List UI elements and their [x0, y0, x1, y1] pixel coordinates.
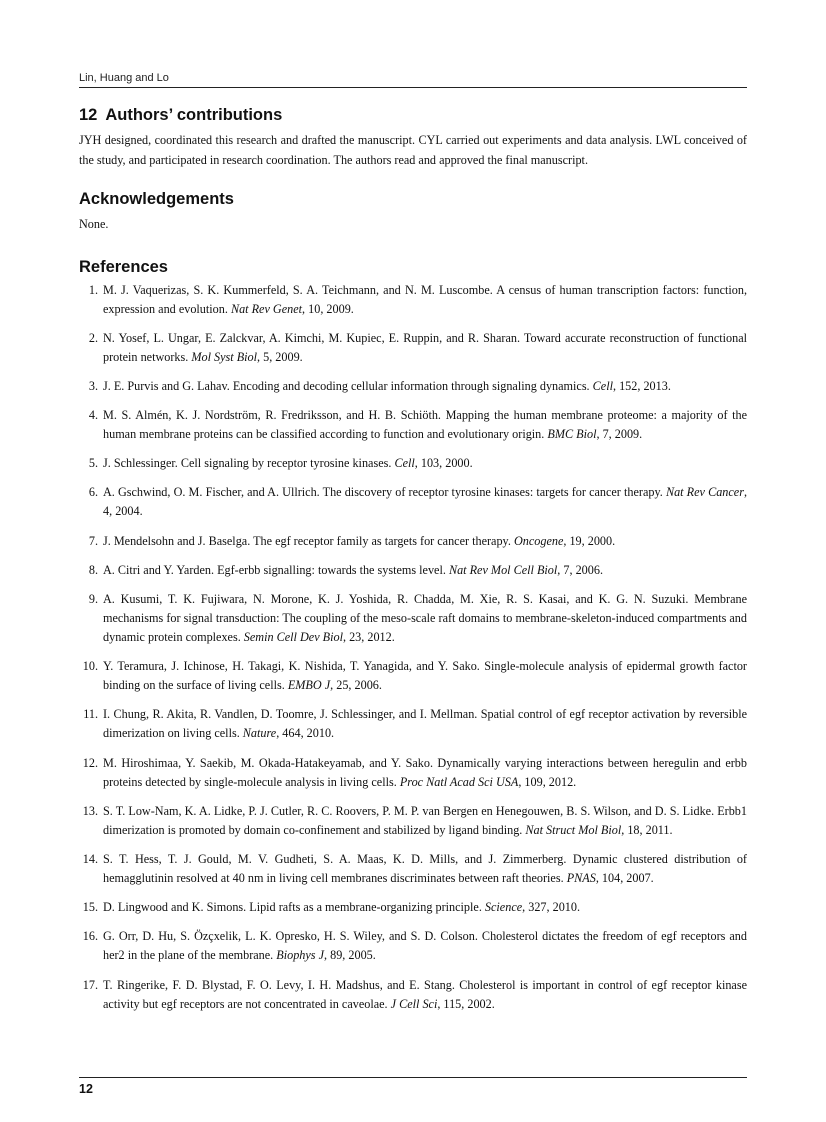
reference-number: 12.	[82, 755, 98, 770]
reference-text: M. S. Almén, K. J. Nordström, R. Fredriksson, and H. B. Schiöth. Mapping the human membrane proteome: a majority of the human membrane proteins can be classified according to function and evolutionary origin.	[103, 408, 747, 442]
reference-item	[79, 590, 747, 647]
reference-text: S. T. Low-Nam, K. A. Lidke, P. J. Cutler, R. C. Roovers, P. M. P. van Bergen en Henegouwen, B. S. Wilson, and D. S. Lidke. Erbb1 dimerization is promoted by domain co-confinement and stabilized by ligand binding.	[103, 803, 747, 837]
reference-volume-year: , 18, 2011.	[621, 822, 673, 837]
acknowledgements-section	[79, 189, 747, 235]
reference-text: J. Mendelsohn and J. Baselga. The egf receptor family as targets for cancer therapy.	[103, 533, 511, 548]
acknowledgements-text: None.	[79, 217, 109, 231]
reference-item	[79, 850, 747, 888]
references-section	[79, 257, 747, 1014]
reference-journal: Cell	[394, 456, 415, 471]
reference-journal: Biophys J	[276, 948, 325, 963]
reference-item	[79, 898, 747, 917]
contributions-text: JYH designed, coordinated this research and drafted the manuscript. CYL carried out experiments and data analysis. LWL conceived of the study, and participated in research coordination. The authors read and approved the final manuscript.	[79, 133, 747, 167]
reference-item	[79, 377, 747, 396]
reference-number: 6.	[88, 485, 98, 500]
reference-journal: Nat Rev Cancer	[665, 485, 744, 500]
reference-number: 14.	[82, 851, 98, 866]
reference-text: Y. Teramura, J. Ichinose, H. Takagi, K. Nishida, T. Yanagida, and Y. Sako. Single-molecule analysis of epidermal growth factor binding on the surface of living cells.	[103, 659, 747, 693]
reference-volume-year: , 4, 2004.	[103, 485, 747, 519]
reference-item	[79, 754, 747, 792]
reference-text: T. Ringerike, F. D. Blystad, F. O. Levy, I. H. Madshus, and E. Stang. Cholesterol is important in control of egf receptor kinase activity but egf receptors are not concentrated in caveolae.	[103, 977, 747, 1011]
reference-journal: Semin Cell Dev Biol	[243, 630, 343, 644]
reference-volume-year: , 89, 2005.	[324, 948, 376, 963]
page-number: 12	[79, 1082, 93, 1096]
reference-volume-year: , 7, 2009.	[596, 427, 643, 442]
reference-journal: Proc Natl Acad Sci USA	[399, 774, 519, 789]
section-number: 12	[79, 106, 98, 124]
reference-item	[79, 483, 747, 521]
acknowledgements-heading: Acknowledgements	[79, 190, 234, 208]
reference-volume-year: , 104, 2007.	[595, 870, 654, 885]
reference-journal: Nat Struct Mol Biol	[525, 822, 622, 837]
reference-item	[79, 657, 747, 695]
reference-text: A. Kusumi, T. K. Fujiwara, N. Morone, K. J. Yoshida, R. Chadda, M. Xie, R. S. Kasai, and K. G. N. Suzuki. Membrane mechanisms for signal transduction: The coupling of the meso-scale raft domains to membrane-skeleton-induced compartments and dynamic protein complexes.	[103, 592, 747, 644]
contributions-heading	[79, 105, 747, 125]
reference-number: 10.	[82, 659, 98, 674]
reference-number: 5.	[88, 456, 98, 471]
reference-item	[79, 406, 747, 444]
reference-journal: Cell	[592, 378, 613, 393]
reference-number: 8.	[88, 562, 98, 577]
reference-number: 3.	[88, 378, 98, 393]
reference-number: 2.	[88, 330, 98, 345]
section-title: Authors’ contributions	[105, 106, 283, 124]
reference-item	[79, 532, 747, 551]
reference-volume-year: , 327, 2010.	[522, 900, 581, 915]
reference-journal: EMBO J	[287, 678, 331, 693]
reference-item	[79, 329, 747, 367]
contributions-section	[79, 105, 747, 170]
reference-volume-year: , 103, 2000.	[414, 456, 473, 471]
reference-item	[79, 976, 747, 1014]
reference-journal: PNAS	[566, 870, 596, 885]
reference-volume-year: , 19, 2000.	[563, 533, 616, 548]
reference-number: 16.	[82, 929, 98, 944]
reference-volume-year: , 109, 2012.	[518, 774, 577, 789]
reference-number: 1.	[88, 282, 98, 297]
reference-journal: Nature	[242, 726, 277, 741]
reference-item	[79, 802, 747, 840]
reference-item	[79, 454, 747, 473]
reference-text: D. Lingwood and K. Simons. Lipid rafts as a membrane-organizing principle.	[103, 900, 482, 915]
reference-volume-year: , 115, 2002.	[437, 996, 495, 1011]
reference-text: J. Schlessinger. Cell signaling by receptor tyrosine kinases.	[103, 456, 392, 471]
page-footer	[79, 1077, 747, 1096]
reference-volume-year: , 10, 2009.	[302, 301, 354, 316]
reference-text: A. Citri and Y. Yarden. Egf-erbb signalling: towards the systems level.	[103, 562, 446, 577]
reference-journal: J Cell Sci	[390, 996, 438, 1011]
reference-text: I. Chung, R. Akita, R. Vandlen, D. Toomre, J. Schlessinger, and I. Mellman. Spatial control of egf receptor activation by reversible dimerization on living cells.	[103, 707, 747, 741]
reference-text: M. J. Vaquerizas, S. K. Kummerfeld, S. A. Teichmann, and N. M. Luscombe. A census of human transcription factors: function, expression and evolution.	[103, 282, 747, 316]
reference-journal: Nat Rev Mol Cell Biol	[448, 562, 558, 577]
reference-text: J. E. Purvis and G. Lahav. Encoding and decoding cellular information through signaling dynamics.	[103, 378, 590, 393]
reference-number: 17.	[82, 977, 98, 992]
reference-number: 4.	[88, 408, 98, 423]
reference-list	[79, 281, 747, 1014]
reference-text: G. Orr, D. Hu, S. Özçxelik, L. K. Opresko, H. S. Wiley, and S. D. Colson. Cholesterol dictates the freedom of egf receptors and her2 in the plane of the membrane.	[103, 929, 747, 963]
reference-volume-year: , 5, 2009.	[257, 349, 303, 364]
reference-number: 7.	[88, 533, 98, 548]
reference-item	[79, 927, 747, 965]
reference-item	[79, 281, 747, 319]
reference-item	[79, 561, 747, 580]
reference-text: A. Gschwind, O. M. Fischer, and A. Ullrich. The discovery of receptor tyrosine kinases: targets for cancer therapy.	[103, 485, 663, 500]
references-heading: References	[79, 257, 168, 276]
reference-volume-year: , 152, 2013.	[612, 378, 671, 393]
reference-number: 9.	[88, 592, 98, 606]
reference-number: 13.	[82, 803, 98, 818]
running-head: Lin, Huang and Lo	[79, 72, 747, 88]
reference-volume-year: , 25, 2006.	[330, 678, 382, 693]
reference-journal: Nat Rev Genet	[230, 301, 303, 316]
reference-journal: Mol Syst Biol	[191, 349, 258, 364]
reference-text: N. Yosef, L. Ungar, E. Zalckvar, A. Kimchi, M. Kupiec, E. Ruppin, and R. Sharan. Toward accurate reconstruction of functional protein networks.	[103, 330, 747, 364]
reference-item	[79, 705, 747, 743]
reference-volume-year: , 23, 2012.	[342, 630, 395, 644]
reference-volume-year: , 464, 2010.	[276, 726, 335, 741]
reference-number: 11.	[83, 707, 98, 722]
reference-journal: Science	[484, 900, 523, 915]
reference-number: 15.	[82, 900, 98, 915]
reference-journal: Oncogene	[513, 533, 564, 548]
reference-volume-year: , 7, 2006.	[557, 562, 603, 577]
reference-text: S. T. Hess, T. J. Gould, M. V. Gudheti, S. A. Maas, K. D. Mills, and J. Zimmerberg. Dynamic clustered distribution of hemagglutinin resolved at 40 nm in living cell membranes discriminates between raft theories.	[103, 851, 747, 885]
reference-journal: BMC Biol	[547, 427, 597, 442]
page-content	[79, 72, 747, 1024]
reference-text: M. Hiroshimaa, Y. Saekib, M. Okada-Hatakeyamab, and Y. Sako. Dynamically varying interactions between heregulin and erbb proteins detected by single-molecule analysis in living cells.	[103, 755, 747, 789]
